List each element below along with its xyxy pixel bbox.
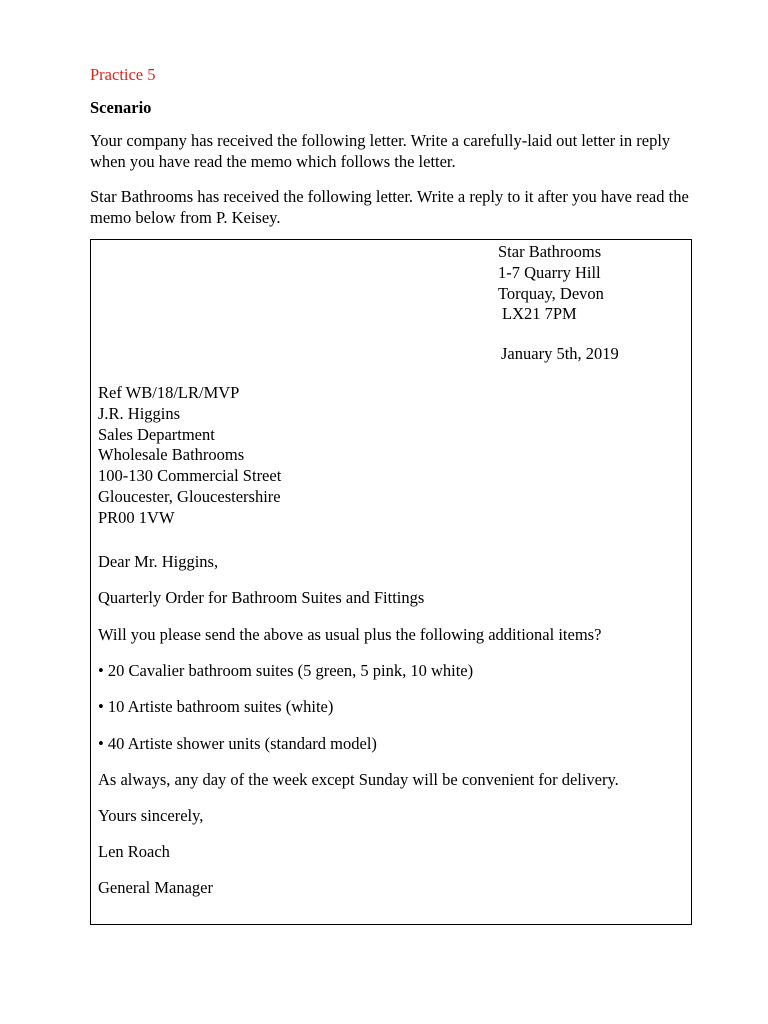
letter-subject: Quarterly Order for Bathroom Suites and Fittings [98, 588, 425, 607]
sender-address-line: Star Bathrooms [498, 242, 602, 261]
order-item: • 10 Artiste bathroom suites (white) [98, 697, 334, 716]
intro-paragraph: Your company has received the following letter. Write a carefully-laid out letter in reply when you have read the memo which follows the letter. [90, 131, 671, 171]
letter-box [90, 239, 692, 925]
sender-address-line: Torquay, Devon [498, 283, 604, 303]
intro-paragraph: Star Bathrooms has received the following letter. Write a reply to it after you have read the memo below from P. Keisey. [90, 187, 689, 227]
sender-address-line: LX21 7PM [502, 304, 577, 324]
recipient-address-line: Sales Department [98, 424, 215, 444]
sign-off: Yours sincerely, [98, 806, 204, 825]
recipient-address [98, 383, 281, 529]
sender-address [498, 242, 604, 325]
recipient-address-line: J.R. Higgins [98, 403, 181, 423]
order-item: • 40 Artiste shower units (standard model) [98, 734, 377, 753]
letter-reference: Ref WB/18/LR/MVP [98, 383, 240, 402]
sender-address-line: 1-7 Quarry Hill [498, 262, 601, 282]
signatory-title: General Manager [98, 878, 213, 897]
order-item: • 20 Cavalier bathroom suites (5 green, 5 pink, 10 white) [98, 661, 474, 680]
recipient-address-line: PR00 1VW [98, 507, 175, 527]
letter-date: January 5th, 2019 [501, 344, 619, 363]
recipient-address-line: 100-130 Commercial Street [98, 466, 282, 486]
scenario-heading: Scenario [90, 98, 152, 117]
closing-paragraph: As always, any day of the week except Sunday will be convenient for delivery. [98, 770, 619, 789]
salutation: Dear Mr. Higgins, [98, 552, 219, 571]
letter-opening: Will you please send the above as usual plus the following additional items? [98, 625, 602, 644]
signatory-name: Len Roach [98, 842, 170, 861]
practice-title: Practice 5 [90, 65, 156, 84]
recipient-address-line: Wholesale Bathrooms [98, 445, 245, 465]
recipient-address-line: Gloucester, Gloucestershire [98, 486, 281, 506]
